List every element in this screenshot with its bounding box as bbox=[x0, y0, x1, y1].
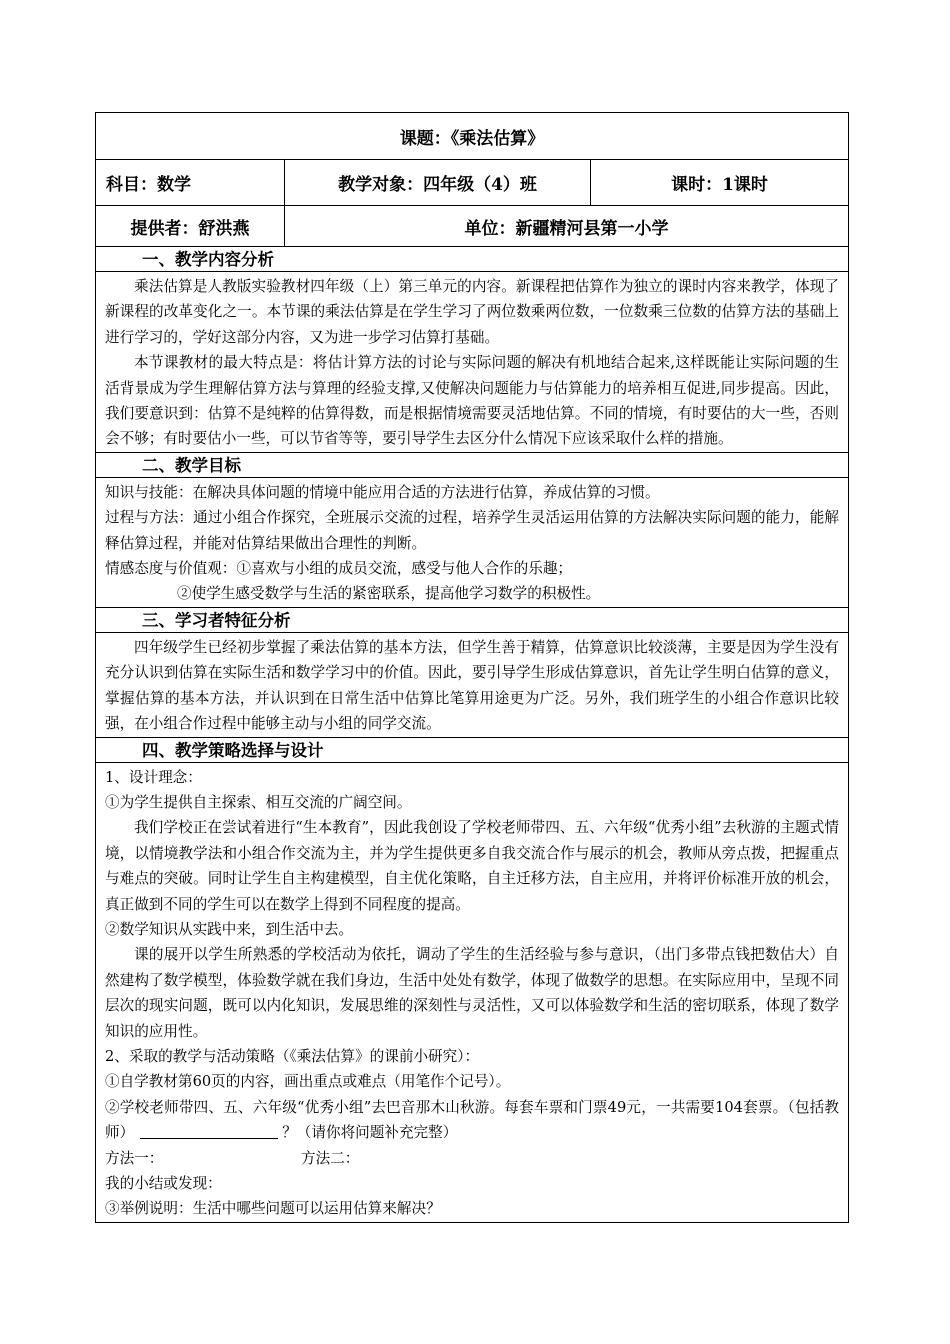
section-body-strategy bbox=[96, 763, 848, 1222]
audience-cell: 教学对象：四年级（4）班 bbox=[284, 160, 590, 205]
section-body-content-analysis bbox=[96, 272, 848, 453]
method-two-label: 方法二： bbox=[301, 1149, 360, 1167]
strategy-line: 2、采取的教学与活动策略（《乘法估算》的课前小研究）： bbox=[105, 1047, 480, 1065]
example-line: ③举例说明：生活中哪些问题可以运用估算来解决？ bbox=[105, 1200, 441, 1218]
paragraph: 乘法估算是人教版实验教材四年级（上）第三单元的内容。新课程把估算作为独立的课时内容来教学，体现了新课程的改革变化之一。本节课的乘法估算是在学生学习了两位数乘两位数，一位数乘三位数的估算方法的基础上进行学习的，学好这部分内容，又为进一步学习估算打基础。 bbox=[105, 278, 839, 346]
objective-attitude: 情感态度与价值观：①喜欢与小组的成员交流，感受与他人合作的乐趣； bbox=[105, 560, 573, 578]
paragraph: 四年级学生已经初步掌握了乘法估算的基本方法，但学生善于精算，估算意识比较淡薄，主要是因为学生没有充分认识到估算在实际生活和数学学习中的价值。因此，要引导学生形成估算意识，首先让学生明白估算的意义，掌握估算的基本方法，并认识到在日常生活中估算比笔算用途更为广泛。另外，我们班学生的小组合作意识比较强，在小组合作过程中能够主动与小组的同学交流。 bbox=[105, 638, 839, 733]
strategy-line: 1、设计理念： bbox=[105, 768, 202, 786]
question-line bbox=[105, 1095, 839, 1146]
section-heading-strategy: 四、教学策略选择与设计 bbox=[96, 738, 848, 763]
provider-cell: 提供者：舒洪燕 bbox=[130, 218, 250, 239]
objective-attitude-2: ②使学生感受数学与生活的紧密联系，提高他学习数学的积极性。 bbox=[177, 585, 601, 603]
question-text: ②学校老师带四、五、六年级“优秀小组”去巴音那木山秋游。每套车票和门票49元，一共需要104套票。（包括教师） bbox=[105, 1098, 839, 1142]
strategy-line: ①自学教材第60页的内容，画出重点或难点（用笔作个记号）。 bbox=[105, 1073, 511, 1091]
summary-line: 我的小结或发现： bbox=[105, 1175, 222, 1192]
paragraph: 本节课教材的最大特点是：将估计算方法的讨论与实际问题的解决有机地结合起来,这样既能让实际问题的生活背景成为学生理解估算方法与算理的经验支撑,又使解决问题能力与估算能力的培养相互促进,同步提高。因此，我们要意识到：估算不是纯粹的估算得数，而是根据情境需要灵活地估算。不同的情境，有时要估的大一些，否则会不够；有时要估小一些，可以节省等等，要引导学生去区分什么情况下应该采取什么样的措施。 bbox=[105, 354, 839, 448]
lesson-title: 课题：《乘法估算》 bbox=[96, 113, 848, 160]
lesson-plan-table bbox=[95, 112, 849, 1223]
section-body-objectives bbox=[96, 478, 848, 608]
strategy-line: ①为学生提供自主探索、相互交流的广阔空间。 bbox=[105, 793, 412, 811]
subject-cell: 科目：数学 bbox=[106, 175, 191, 195]
methods-line bbox=[105, 1146, 839, 1171]
paragraph: 我们学校正在尝试着进行“生本教育”，因此我创设了学校老师带四、五、六年级“优秀小组”去秋游的主题式情境，以情境教学法和小组合作交流为主，并为学生提供更多自我交流合作与展示的机会，教师从旁点拨，把握重点与难点的突破。同时让学生自主构建模型，自主优化策略，自主迁移方法，自主应用，并将评价标准开放的机会，真正做到不同的学生可以在数学上得到不同程度的提高。 bbox=[105, 819, 839, 913]
question-suffix: ？（请你将问题补充完整） bbox=[282, 1124, 458, 1142]
paragraph: 课的展开以学生所熟悉的学校活动为依托，调动了学生的生活经验与参与意识，（出门多带点钱把数估大）自然建构了数学模型，体验数学就在我们身边，生活中处处有数学，体现了做数学的思想。在实际应用中，呈现不同层次的现实问题，既可以内化知识，发展思维的深刻性与灵活性，又可以体验数学和生活的密切联系，体现了数学知识的应用性。 bbox=[105, 946, 839, 1040]
info-row bbox=[96, 160, 848, 206]
section-body-learner-analysis bbox=[96, 633, 848, 738]
objective-knowledge: 知识与技能：在解决具体问题的情境中能应用合适的方法进行估算，养成估算的习惯。 bbox=[105, 483, 660, 501]
answer-blank[interactable] bbox=[140, 1124, 278, 1139]
objective-process: 过程与方法：通过小组合作探究，全班展示交流的过程，培养学生灵活运用估算的方法解决实际问题的能力，能解释估算过程，并能对估算结果做出合理性的判断。 bbox=[105, 509, 839, 552]
strategy-line: ②数学知识从实践中来，到生活中去。 bbox=[105, 920, 354, 938]
unit-cell: 单位：新疆精河县第一小学 bbox=[284, 206, 848, 246]
section-heading-content-analysis: 一、教学内容分析 bbox=[96, 247, 848, 272]
method-one-label: 方法一： bbox=[105, 1149, 164, 1167]
provider-row bbox=[96, 206, 848, 247]
section-heading-objectives: 二、教学目标 bbox=[96, 453, 848, 478]
hours-cell: 课时：1课时 bbox=[590, 160, 848, 205]
section-heading-learner-analysis: 三、学习者特征分析 bbox=[96, 608, 848, 633]
